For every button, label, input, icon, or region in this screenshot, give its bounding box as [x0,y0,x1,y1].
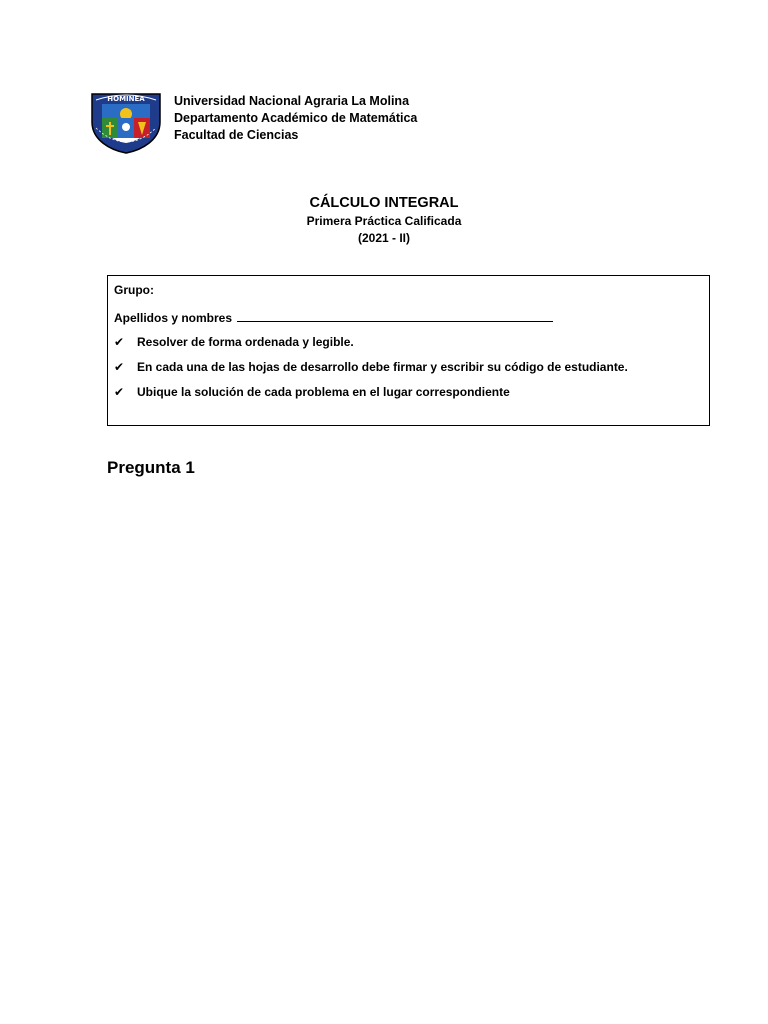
instruction-item [108,359,628,384]
student-info-box [107,275,710,426]
university-name: Universidad Nacional Agraria La Molina [174,94,410,108]
checkmark-icon: ✔ [114,385,125,399]
question-heading: Pregunta 1 [107,458,195,477]
exam-term: (2021 - II) [357,231,411,245]
instruction-item [108,334,628,359]
instructions-list [108,334,628,409]
university-crest-logo [90,92,162,154]
name-field [114,310,553,325]
group-label: Grupo: [114,283,154,297]
institution-header [174,93,417,144]
faculty-name: Facultad de Ciencias [174,128,299,142]
exam-title-block [0,193,768,247]
course-title: CÁLCULO INTEGRAL [309,195,459,211]
instruction-text: Resolver de forma ordenada y legible. [137,335,354,349]
instruction-item [108,384,628,409]
exam-name: Primera Práctica Calificada [306,214,462,228]
name-label: Apellidos y nombres [114,311,233,325]
name-blank-line[interactable] [237,310,553,322]
group-field [114,283,154,297]
checkmark-icon: ✔ [114,360,125,374]
checkmark-icon: ✔ [114,335,125,349]
instruction-text: En cada una de las hojas de desarrollo debe firmar y escribir su código de estudiante. [137,360,628,374]
crest-motto: HOMINEA [107,95,145,103]
instruction-text: Ubique la solución de cada problema en el lugar correspondiente [137,385,510,399]
department-name: Departamento Académico de Matemática [174,111,418,125]
